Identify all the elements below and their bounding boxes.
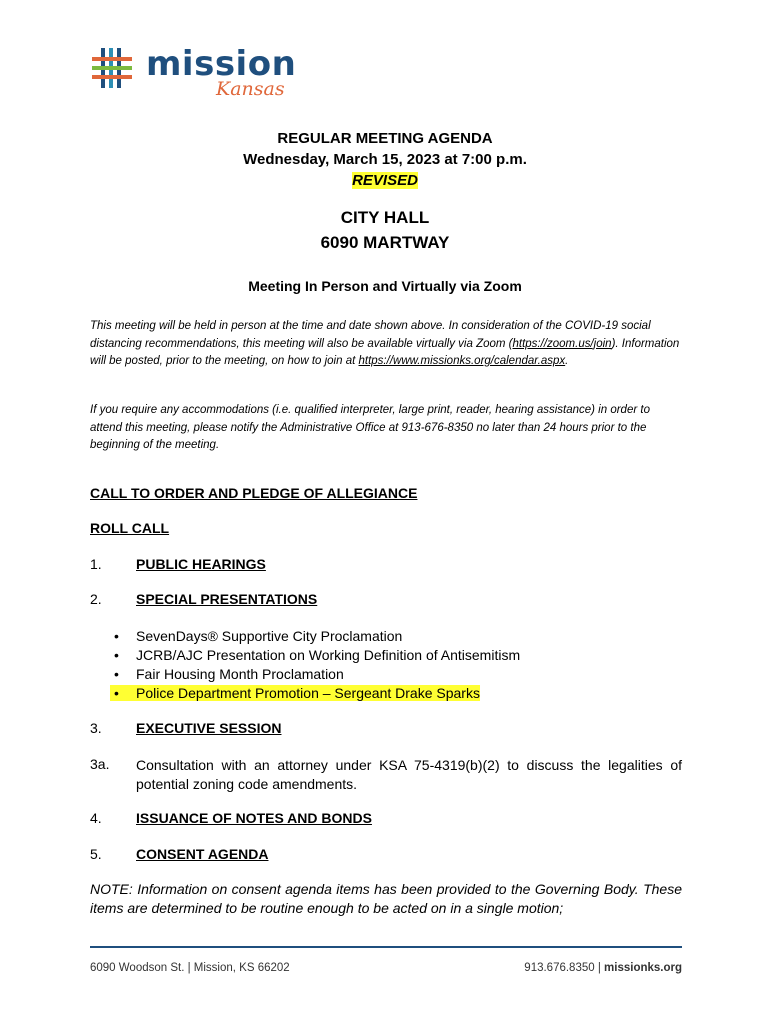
list-item-text: JCRB/AJC Presentation on Working Definition of Antisemitism [136,647,521,663]
list-item-text: SevenDays® Supportive City Proclamation [136,628,403,644]
location-line1: CITY HALL [340,208,430,227]
meeting-subtitle: Meeting In Person and Virtually via Zoom [248,278,522,294]
item-public-hearings: PUBLIC HEARINGS [136,556,266,572]
agenda-title: REGULAR MEETING AGENDA [277,130,493,147]
footer-address: 6090 Woodson St. | Mission, KS 66202 [90,962,290,974]
calendar-link[interactable]: https://www.missionks.org/calendar.aspx [358,355,566,367]
footer-contact [524,962,682,974]
zoom-link[interactable]: https://zoom.us/join [512,337,612,350]
bullet-icon: • [114,685,119,701]
list-item-text: Fair Housing Month Proclamation [136,666,344,682]
zoom-paragraph [90,318,682,371]
consent-note: NOTE: Information on consent agenda items has been provided to the Governing Body. These items are determined to be routine enough to be acted on in a single motion; [90,881,682,916]
revised-label [0,172,770,189]
accommodations-paragraph: If you require any accommodations (i.e. qualified interpreter, large print, reader, hearing assistance) in order to attend this meeting, please notify the Administrative Office at 913-676-8350 no later than 24 hours prior to the beginning of the meeting. [90,404,650,451]
item-3a-text: Consultation with an attorney under KSA 75-4319(b)(2) to discuss the legalities of potential zoning code amendments. [136,757,682,792]
call-to-order-heading: CALL TO ORDER AND PLEDGE OF ALLEGIANCE [90,485,418,501]
footer-website[interactable]: missionks.org [604,962,682,974]
mission-logo-mark-icon [92,48,138,88]
list-item [110,646,520,665]
bullet-icon: • [114,647,119,663]
bullet-icon: • [114,666,119,682]
item-notes-and-bonds: ISSUANCE OF NOTES AND BONDS [136,810,372,826]
item-number: 2. [90,591,102,607]
footer-divider [90,946,682,948]
item-number: 5. [90,846,102,862]
mission-logo [92,44,312,106]
item-number: 3. [90,720,102,736]
list-item [110,665,520,684]
presentations-list [110,627,520,703]
item-special-presentations: SPECIAL PRESENTATIONS [136,591,318,607]
item-number: 4. [90,810,102,826]
meeting-date: Wednesday, March 15, 2023 at 7:00 p.m. [243,151,527,168]
footer-phone: 913.676.8350 | [524,962,605,974]
bullet-icon: • [114,628,119,644]
zoom-text-2: ). Information will be posted, prior to the meeting, on how to join at [90,337,680,367]
zoom-text-1: This meeting will be held in person at the time and date shown above. In consideration of the COVID-19 social distancing recommendations, this meeting will also be available virtually via Zoom ( [90,320,651,350]
list-item [110,684,520,703]
item-number: 1. [90,556,102,572]
roll-call-heading: ROLL CALL [90,520,170,536]
list-item-text: Police Department Promotion – Sergeant Drake Sparks [136,685,480,701]
item-consent-agenda: CONSENT AGENDA [136,846,269,862]
logo-wordmark: mission [146,44,297,84]
item-number: 3a. [90,756,110,772]
logo-script: Kansas [216,78,285,100]
revised-text: REVISED [352,172,418,189]
item-executive-session: EXECUTIVE SESSION [136,720,282,736]
list-item [110,627,520,646]
location-line2: 6090 MARTWAY [320,233,450,252]
zoom-text-3: . [565,355,569,367]
